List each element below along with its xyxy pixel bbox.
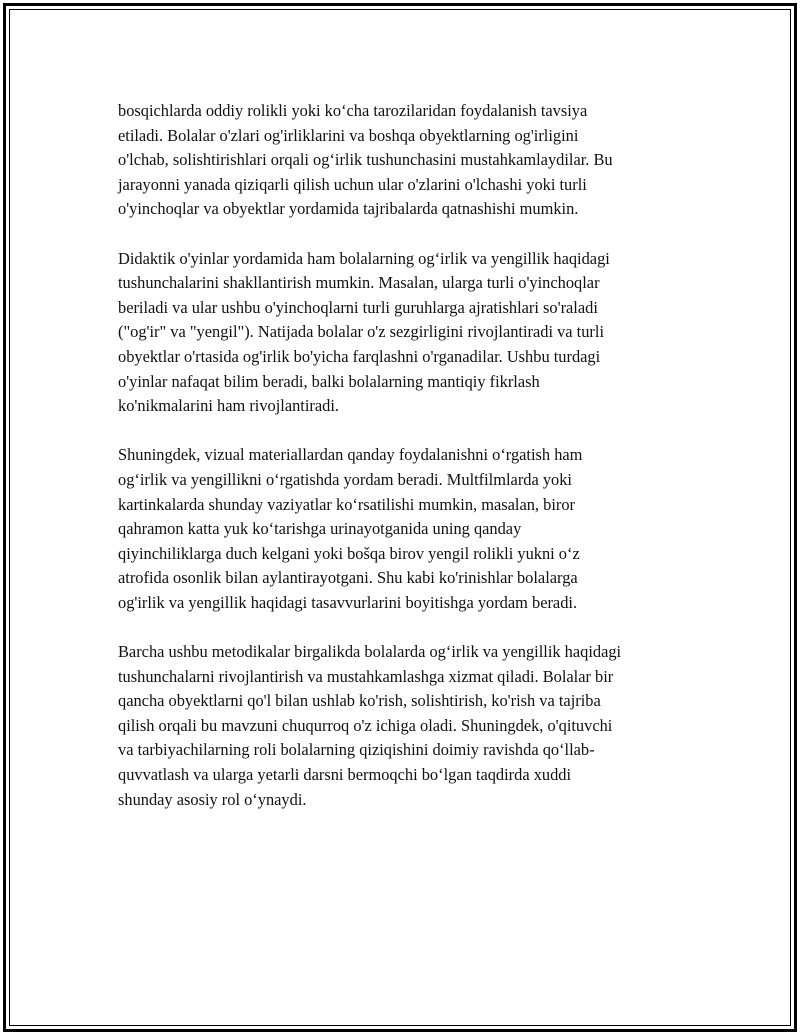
text-line: tushunchalarni rivojlantirish va mustahkamlashga xizmat qiladi. Bolalar bir <box>118 666 614 686</box>
text-line: o'yinchoqlar va obyektlar yordamida tajribalarda qatnashishi mumkin. <box>118 199 579 219</box>
text-line: beriladi va ular ushbu o'yinchoqlarni turli guruhlarga ajratishlari so'raladi <box>118 297 598 317</box>
text-line: ko'nikmalarini ham rivojlantiradi. <box>118 396 339 416</box>
text-line: og'irlik va yengillik haqidagi tasavvurlarini boyitishga yordam beradi. <box>118 592 578 612</box>
paragraph-3 <box>118 443 698 615</box>
page-frame <box>3 3 797 1032</box>
text-line: tushunchalarini shakllantirish mumkin. Masalan, ularga turli o'yinchoqlar <box>118 273 600 293</box>
text-line: bosqichlarda oddiy rolikli yoki ko‘cha tarozilaridan foydalanish tavsiya <box>118 101 588 120</box>
text-line: quvvatlash va ularga yetarli darsni bermoqchi bo‘lgan taqdirda xuddi <box>118 765 572 785</box>
text-line: kartinkalarda shunday vaziyatlar ko‘rsatilishi mumkin, masalan, biror <box>118 494 575 514</box>
paragraph-4 <box>118 640 698 812</box>
text-line: atrofida osonlik bilan aylantirayotgani. Shu kabi ko'rinishlar bolalarga <box>118 568 578 588</box>
paragraph-1 <box>118 99 698 222</box>
text-line: jarayonni yanada qiziqarli qilish uchun ular o'zlarini o'lchashi yoki turli <box>118 174 587 194</box>
text-line: va tarbiyachilarning roli bolalarning qiziqishini doimiy ravishda qo‘llab- <box>118 740 595 760</box>
paragraph-2 <box>118 247 698 419</box>
text-line: o'lchab, solishtirishlari orqali og‘irlik tushunchasini mustahkamlaydilar. Bu <box>118 150 613 170</box>
text-line: qahramon katta yuk ko‘tarishga urinayotganida uning qanday <box>118 519 522 539</box>
text-line: o'yinlar nafaqat bilim beradi, balki bolalarning mantiqiy fikrlash <box>118 371 540 391</box>
text-line: Shuningdek, vizual materiallardan qanday foydalanishni o‘rgatish ham <box>118 445 583 465</box>
text-line: Didaktik o'yinlar yordamida ham bolalarning og‘irlik va yengillik haqidagi <box>118 248 610 268</box>
text-line: ("og'ir" va "yengil"). Natijada bolalar o'z sezgirligini rivojlantiradi va turli <box>118 322 604 342</box>
text-line: shunday asosiy rol o‘ynaydi. <box>118 789 307 809</box>
text-line: qiyinchiliklarga duch kelgani yoki bošqa birov yengil rolikli yukni o‘z <box>118 543 580 563</box>
text-line: og‘irlik va yengillikni o‘rgatishda yordam beradi. Multfilmlarda yoki <box>118 469 572 489</box>
text-line: obyektlar o'rtasida og'irlik bo'yicha farqlashni o'rganadilar. Ushbu turdagi <box>118 346 601 366</box>
text-line: etiladi. Bolalar o'zlari og'irliklarini va boshqa obyektlarning og'irligini <box>118 125 579 145</box>
text-line: qilish orqali bu mavzuni chuqurroq o'z ichiga oladi. Shuningdek, o'qituvchi <box>118 715 613 735</box>
document-body <box>118 99 698 837</box>
text-line: Barcha ushbu metodikalar birgalikda bolalarda og‘irlik va yengillik haqidagi <box>118 642 622 662</box>
text-line: qancha obyektlarni qo'l bilan ushlab ko'rish, solishtirish, ko'rish va tajriba <box>118 691 601 711</box>
